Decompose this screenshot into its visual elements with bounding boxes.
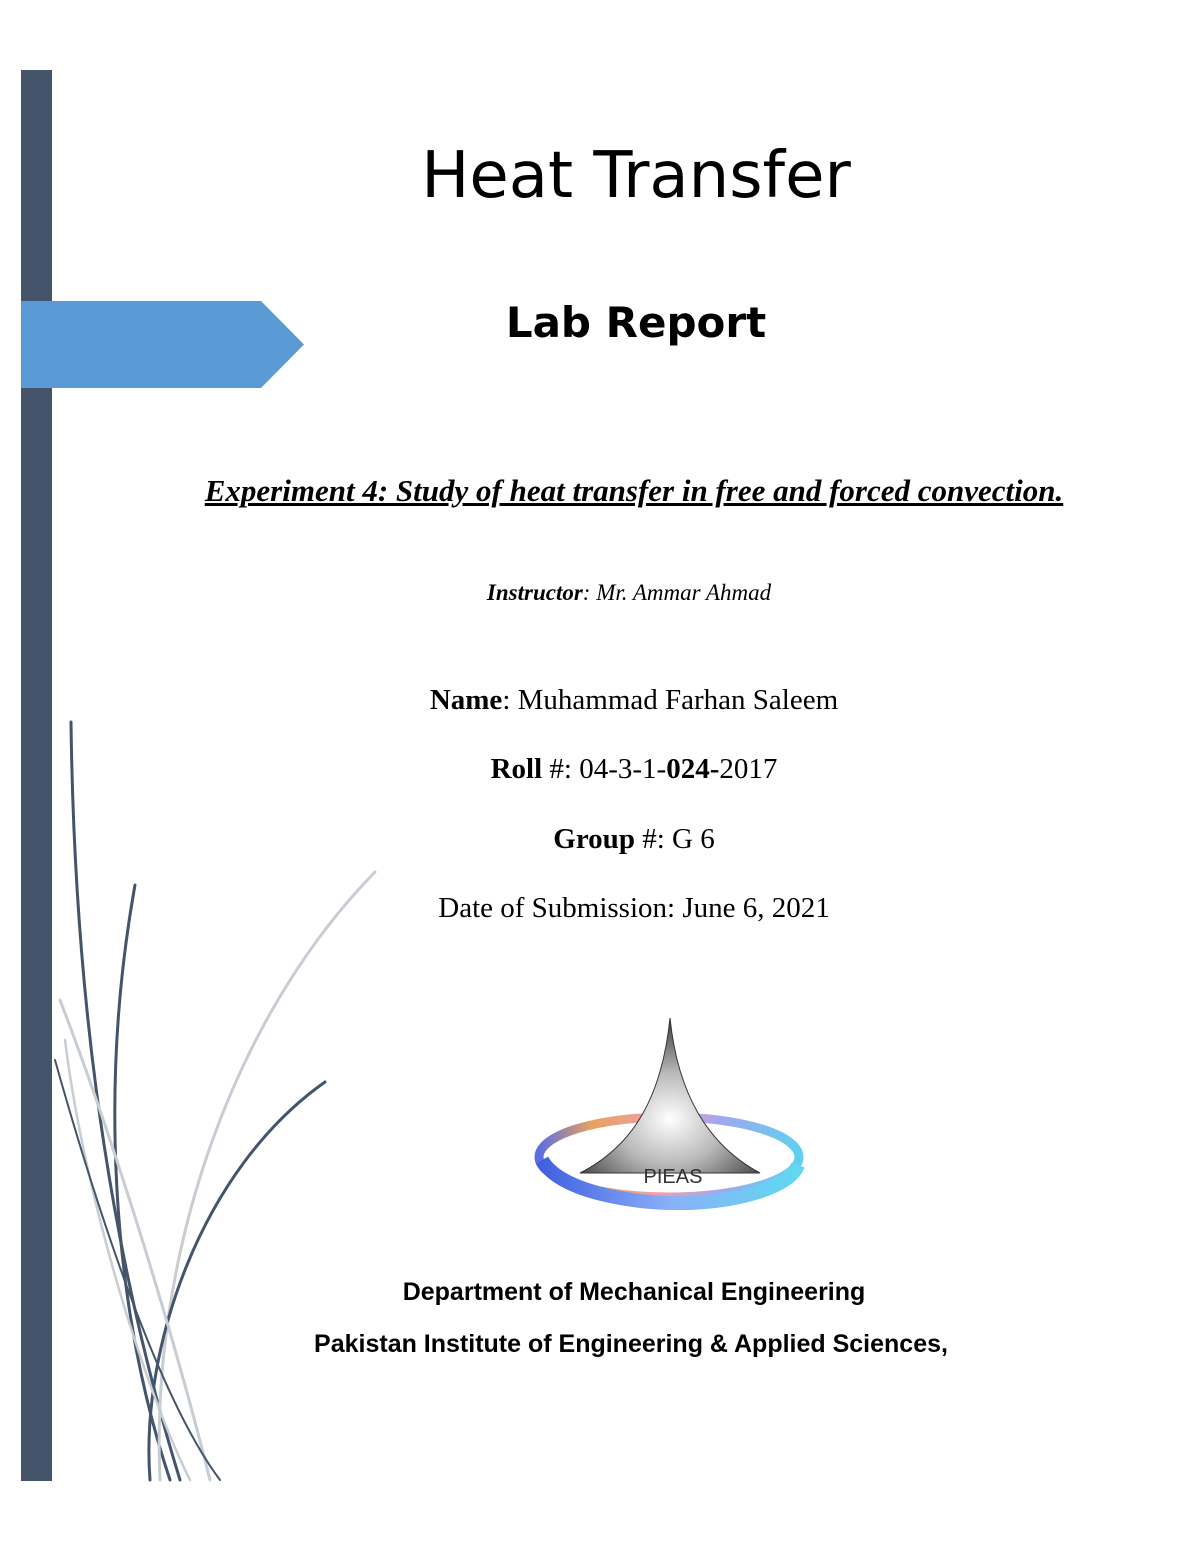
roll-line xyxy=(0,753,1200,786)
roll-tail: 2017 xyxy=(719,753,778,785)
instructor-line xyxy=(0,580,1200,606)
page-subtitle: Lab Report xyxy=(505,298,767,347)
swirl-decoration xyxy=(40,700,420,1490)
group-value: #: G 6 xyxy=(634,823,715,855)
experiment-title: Experiment 4: Study of heat transfer in free and forced convection. xyxy=(204,473,1064,508)
department-name: Department of Mechanical Engineering xyxy=(402,1278,866,1306)
roll-bold-part: 024- xyxy=(666,753,720,785)
name-label: Name xyxy=(429,684,503,716)
roll-prefix: #: 04-3-1- xyxy=(542,753,667,785)
logo-text: PIEAS xyxy=(643,1166,703,1188)
instructor-value: : Mr. Ammar Ahmad xyxy=(582,580,772,605)
page-title: Heat Transfer xyxy=(421,139,851,213)
roll-label: Roll xyxy=(490,753,543,785)
instructor-label: Instructor xyxy=(486,580,583,605)
name-line xyxy=(0,684,1200,717)
group-label: Group xyxy=(553,823,635,855)
pieas-logo xyxy=(530,1015,810,1210)
name-value: : Muhammad Farhan Saleem xyxy=(502,684,839,716)
date-line: Date of Submission: June 6, 2021 xyxy=(438,892,830,924)
institute-name: Pakistan Institute of Engineering & Applied Sciences, xyxy=(314,1330,948,1358)
group-line xyxy=(0,823,1200,856)
